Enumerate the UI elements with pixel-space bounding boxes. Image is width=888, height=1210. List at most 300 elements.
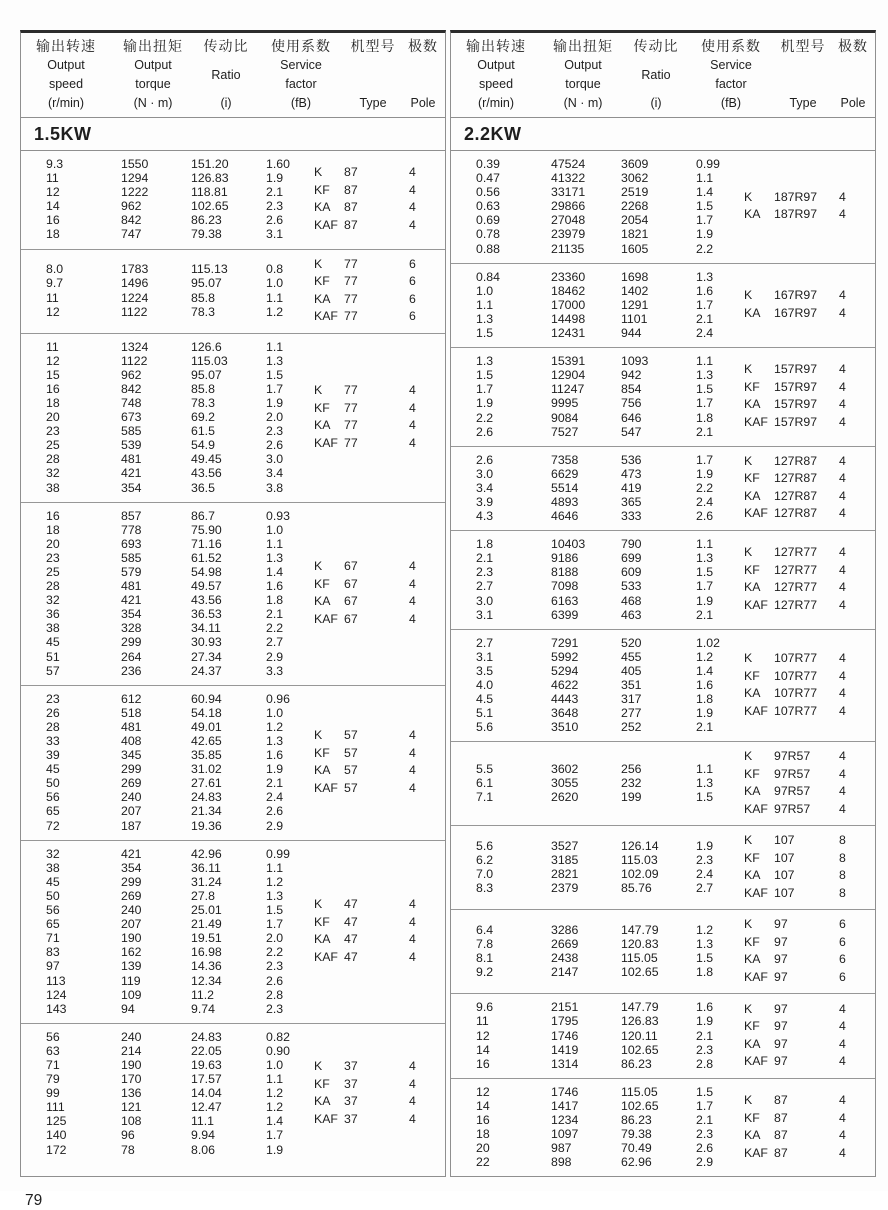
output-torque-value: 1122	[121, 304, 148, 319]
service-factor-value: 1.6	[696, 678, 714, 692]
type-model: 97R57	[774, 766, 811, 781]
type-model: 57	[344, 763, 358, 778]
spec-row	[21, 819, 314, 833]
spec-row	[21, 1030, 314, 1044]
pole-value: 4	[839, 189, 846, 204]
pole-value: 4	[839, 1145, 846, 1160]
ratio-value: 1291	[621, 297, 649, 312]
service-factor-value: 2.4	[266, 790, 284, 805]
output-speed-value: 20	[46, 536, 60, 551]
type-prefix: KA	[744, 1036, 761, 1051]
type-prefix: KF	[744, 934, 760, 949]
service-factor-value: 1.7	[696, 452, 714, 467]
type-prefix: KF	[314, 745, 330, 760]
type-entry	[744, 361, 865, 379]
spec-rows	[21, 1030, 314, 1157]
service-factor-value: 1.2	[266, 874, 284, 889]
pole-value: 4	[409, 611, 416, 626]
spec-block	[451, 629, 875, 742]
type-prefix: KAF	[314, 780, 338, 795]
ratio-value: 2054	[621, 213, 649, 228]
output-speed-value: 56	[46, 1029, 60, 1044]
type-entry	[744, 414, 865, 432]
header-output-speed-zh: 输出转速	[466, 38, 526, 54]
type-model: 187R97	[774, 189, 818, 204]
type-entry	[744, 453, 865, 471]
output-torque-value: 6399	[551, 607, 579, 622]
pole-value: 4	[839, 1093, 846, 1108]
service-factor-value: 2.8	[696, 1056, 714, 1071]
type-entry	[744, 668, 865, 686]
type-entry	[314, 745, 435, 763]
output-speed-value: 32	[46, 593, 60, 608]
service-factor-value: 2.3	[696, 1127, 714, 1142]
spec-rows	[451, 157, 744, 256]
output-torque-value: 162	[121, 945, 142, 960]
spec-block	[21, 333, 445, 502]
pole-value: 4	[839, 506, 846, 521]
output-torque-value: 579	[121, 564, 142, 579]
spec-row	[451, 481, 744, 495]
spec-row	[21, 593, 314, 607]
spec-row	[21, 509, 314, 523]
service-factor-value: 3.8	[266, 480, 284, 495]
type-prefix: KAF	[314, 611, 338, 626]
spec-row	[451, 1029, 744, 1043]
service-factor-value: 1.0	[266, 276, 284, 291]
spec-row	[451, 425, 744, 439]
output-torque-value: 354	[121, 860, 142, 875]
spec-row	[451, 382, 744, 396]
service-factor-value: 1.2	[696, 923, 714, 938]
service-factor-value: 1.7	[696, 579, 714, 594]
output-speed-value: 5.6	[476, 720, 494, 735]
output-speed-value: 0.63	[476, 199, 500, 214]
spec-row	[451, 881, 744, 895]
spec-row	[21, 466, 314, 480]
service-factor-value: 1.2	[266, 1086, 284, 1101]
pole-value: 4	[409, 1111, 416, 1126]
spec-row	[451, 937, 744, 951]
output-torque-value: 96	[121, 1128, 135, 1143]
output-torque-value: 4646	[551, 509, 579, 524]
service-factor-value: 0.99	[696, 157, 720, 171]
output-speed-value: 1.3	[476, 354, 494, 369]
type-prefix: KF	[744, 471, 760, 486]
type-model: 87	[774, 1093, 788, 1108]
ratio-value: 36.11	[191, 860, 221, 875]
service-factor-value: 0.99	[266, 846, 290, 861]
output-speed-value: 124	[46, 987, 67, 1002]
service-factor-value: 1.8	[696, 410, 714, 425]
type-entry	[744, 685, 865, 703]
spec-rows	[21, 509, 314, 678]
output-speed-value: 1.5	[476, 368, 494, 383]
ratio-value: 21.34	[191, 804, 222, 819]
pole-value: 4	[839, 1110, 846, 1125]
service-factor-value: 0.90	[266, 1043, 290, 1058]
spec-row	[21, 664, 314, 678]
output-speed-value: 99	[46, 1086, 60, 1101]
ratio-value: 473	[621, 466, 642, 481]
pole-value: 6	[839, 917, 846, 932]
header-output-speed	[21, 39, 111, 111]
spec-row	[21, 551, 314, 565]
ratio-value: 199	[621, 790, 642, 805]
ratio-value: 102.65	[621, 1098, 659, 1113]
header-ratio-en: Ratio	[211, 67, 241, 82]
spec-row	[451, 411, 744, 425]
spec-row	[451, 650, 744, 664]
output-torque-value: 5992	[551, 649, 579, 664]
pole-value: 8	[839, 833, 846, 848]
header-pole-zh: 极数	[408, 38, 438, 54]
output-speed-value: 4.0	[476, 678, 494, 692]
service-factor-value: 1.3	[696, 368, 714, 383]
spec-row	[451, 608, 744, 622]
output-torque-value: 136	[121, 1086, 142, 1101]
spec-tables	[20, 30, 866, 1177]
header-output-torque-en2: torque	[565, 77, 601, 91]
spec-row	[451, 1099, 744, 1113]
spec-block	[21, 502, 445, 685]
type-model: 67	[344, 576, 358, 591]
output-torque-value: 7098	[551, 579, 579, 594]
type-model: 97R57	[774, 801, 811, 816]
output-speed-value: 1.0	[476, 283, 494, 298]
pole-value: 4	[839, 686, 846, 701]
spec-row	[21, 438, 314, 452]
ratio-value: 19.63	[191, 1057, 222, 1072]
type-prefix: KA	[314, 763, 331, 778]
ratio-value: 333	[621, 509, 642, 524]
spec-row	[21, 291, 314, 305]
type-model: 127R77	[774, 545, 818, 560]
output-torque-value: 299	[121, 635, 142, 650]
service-factor-value: 3.0	[266, 452, 284, 467]
output-torque-value: 11247	[551, 382, 585, 397]
type-entry	[314, 256, 435, 274]
spec-row	[21, 776, 314, 790]
spec-row	[21, 157, 314, 171]
ratio-value: 102.65	[621, 965, 659, 980]
type-prefix: KF	[744, 668, 760, 683]
type-prefix: K	[744, 917, 753, 932]
type-list	[744, 453, 875, 523]
header-ratio-zh: 传动比	[633, 38, 679, 54]
type-model: 37	[344, 1094, 358, 1109]
service-factor-value: 2.2	[696, 480, 714, 495]
type-model: 167R97	[774, 288, 818, 303]
header-output-torque	[541, 39, 625, 111]
spec-row	[21, 692, 314, 706]
type-model: 87	[774, 1110, 788, 1125]
spec-rows	[451, 636, 744, 735]
spec-block	[21, 151, 445, 249]
type-prefix: KF	[744, 850, 760, 865]
ratio-value: 102.65	[191, 199, 229, 214]
type-model: 67	[344, 594, 358, 609]
type-list	[744, 916, 875, 986]
ratio-value: 61.5	[191, 424, 215, 439]
type-list	[744, 361, 875, 431]
service-factor-value: 1.4	[266, 564, 284, 579]
type-model: 77	[344, 291, 358, 306]
spec-row	[451, 636, 744, 650]
type-prefix: KAF	[744, 506, 768, 521]
type-entry	[744, 1001, 865, 1019]
pole-value: 4	[409, 559, 416, 574]
spec-rows	[451, 537, 744, 622]
ratio-value: 86.7	[191, 508, 215, 523]
output-torque-value: 207	[121, 804, 142, 819]
service-factor-value: 2.3	[266, 1001, 284, 1016]
type-entry	[314, 1058, 435, 1076]
type-entry	[744, 579, 865, 597]
service-factor-value: 1.8	[266, 593, 284, 608]
pole-value: 4	[409, 217, 416, 232]
service-factor-value: 1.6	[696, 1000, 714, 1015]
ratio-value: 11.1	[191, 1114, 215, 1129]
service-factor-value: 1.3	[266, 888, 284, 903]
spec-row	[451, 227, 744, 241]
type-entry	[744, 1110, 865, 1128]
spec-row	[451, 213, 744, 227]
type-model: 97	[774, 1054, 788, 1069]
header-type-zh: 机型号	[350, 38, 396, 54]
output-torque-value: 481	[121, 452, 142, 467]
header-type-zh: 机型号	[780, 38, 826, 54]
ratio-value: 1698	[621, 269, 649, 284]
spec-row	[21, 396, 314, 410]
ratio-value: 12.34	[191, 973, 222, 988]
type-list	[314, 896, 445, 966]
spec-row	[21, 523, 314, 537]
service-factor-value: 2.6	[266, 804, 284, 819]
service-factor-value: 2.8	[266, 987, 284, 1002]
type-model: 127R87	[774, 453, 818, 468]
output-speed-value: 2.2	[476, 410, 494, 425]
output-speed-value: 1.1	[476, 297, 494, 312]
service-factor-value: 0.82	[266, 1029, 290, 1044]
pole-value: 4	[409, 435, 416, 450]
type-prefix: KF	[314, 274, 330, 289]
spec-rows	[451, 839, 744, 895]
ratio-value: 2268	[621, 199, 649, 214]
service-factor-value: 1.9	[266, 395, 284, 410]
spec-row	[21, 945, 314, 959]
ratio-value: 54.18	[191, 705, 222, 720]
page-number: 79	[25, 1192, 43, 1210]
type-prefix: K	[744, 288, 753, 303]
spec-rows	[451, 1085, 744, 1170]
spec-rows	[21, 847, 314, 1016]
output-torque-value: 3286	[551, 923, 579, 938]
type-prefix: KA	[744, 952, 761, 967]
output-speed-value: 4.5	[476, 692, 494, 707]
service-factor-value: 1.3	[696, 551, 714, 566]
ratio-value: 49.45	[191, 452, 222, 467]
spec-row	[21, 917, 314, 931]
service-factor-value: 1.4	[696, 663, 714, 678]
output-torque-value: 1496	[121, 276, 149, 291]
service-factor-value: 2.1	[696, 311, 714, 326]
output-torque-value: 121	[121, 1100, 142, 1115]
type-entry	[744, 505, 865, 523]
pole-value: 4	[839, 801, 846, 816]
ratio-value: 35.85	[191, 748, 222, 763]
output-speed-value: 28	[46, 719, 60, 734]
ratio-value: 3062	[621, 171, 649, 186]
ratio-value: 1101	[621, 311, 648, 326]
output-speed-value: 22	[476, 1155, 490, 1170]
type-model: 97	[774, 969, 788, 984]
output-torque-value: 240	[121, 1029, 142, 1044]
output-torque-value: 12431	[551, 326, 586, 341]
output-torque-value: 3185	[551, 853, 579, 868]
type-model: 107	[774, 868, 795, 883]
ratio-value: 19.51	[191, 931, 222, 946]
output-speed-value: 113	[46, 973, 66, 988]
header-type	[345, 39, 401, 111]
output-speed-value: 25	[46, 564, 60, 579]
service-factor-value: 1.4	[696, 185, 714, 200]
header-service-factor-zh: 使用系数	[271, 38, 331, 54]
header-service-factor	[687, 39, 775, 111]
output-torque-value: 12904	[551, 368, 586, 383]
ratio-value: 30.93	[191, 635, 222, 650]
output-torque-value: 421	[121, 466, 142, 481]
ratio-value: 22.05	[191, 1043, 222, 1058]
type-model: 127R77	[774, 580, 818, 595]
spec-row	[21, 1086, 314, 1100]
service-factor-value: 1.0	[266, 705, 284, 720]
type-entry	[744, 1092, 865, 1110]
ratio-value: 85.8	[191, 381, 215, 396]
output-torque-value: 41322	[551, 171, 586, 186]
type-model: 127R87	[774, 471, 818, 486]
output-speed-value: 0.78	[476, 227, 500, 242]
ratio-value: 252	[621, 720, 642, 735]
spec-block	[451, 1078, 875, 1177]
service-factor-value: 1.5	[696, 565, 714, 580]
power-section-title: 2.2KW	[451, 118, 875, 151]
type-entry	[314, 1093, 435, 1111]
type-prefix: K	[314, 897, 323, 912]
output-speed-value: 0.39	[476, 157, 500, 171]
ratio-value: 609	[621, 565, 642, 580]
header-pole	[401, 39, 445, 111]
header-output-speed	[451, 39, 541, 111]
type-prefix: KAF	[744, 703, 768, 718]
spec-row	[451, 579, 744, 593]
service-factor-value: 1.9	[266, 1142, 284, 1157]
header-service-factor-en1: Service	[710, 58, 752, 72]
output-torque-value: 269	[121, 776, 142, 791]
output-torque-value: 109	[121, 987, 142, 1002]
output-speed-value: 7.0	[476, 867, 494, 882]
output-torque-value: 1234	[551, 1113, 579, 1128]
spec-row	[451, 537, 744, 551]
output-speed-value: 45	[46, 874, 60, 889]
pole-value: 4	[839, 362, 846, 377]
output-torque-value: 47524	[551, 157, 586, 171]
output-speed-value: 1.9	[476, 396, 494, 411]
type-entry	[314, 914, 435, 932]
service-factor-value: 2.1	[266, 776, 284, 791]
output-speed-value: 38	[46, 860, 60, 875]
output-speed-value: 11	[46, 290, 59, 305]
output-torque-value: 299	[121, 762, 142, 777]
output-torque-value: 8188	[551, 565, 579, 580]
spec-row	[21, 621, 314, 635]
service-factor-value: 1.3	[696, 269, 714, 284]
output-speed-value: 125	[46, 1114, 67, 1129]
output-speed-value: 2.1	[476, 551, 494, 566]
type-model: 97	[774, 1036, 788, 1051]
output-speed-value: 57	[46, 663, 60, 678]
ratio-value: 455	[621, 649, 642, 664]
output-speed-value: 1.8	[476, 537, 494, 552]
ratio-value: 85.76	[621, 881, 652, 896]
ratio-value: 756	[621, 396, 642, 411]
type-prefix: KF	[744, 379, 760, 394]
output-torque-value: 2151	[551, 1000, 579, 1015]
service-factor-value: 2.6	[696, 509, 714, 524]
spec-row	[21, 368, 314, 382]
spec-row	[21, 262, 314, 276]
ratio-value: 71.16	[191, 536, 222, 551]
ratio-value: 86.23	[621, 1056, 652, 1071]
type-entry	[744, 867, 865, 885]
ratio-value: 3609	[621, 157, 649, 171]
service-factor-value: 1.2	[266, 719, 284, 734]
output-torque-value: 3648	[551, 706, 579, 721]
spec-row	[451, 368, 744, 382]
ratio-value: 36.5	[191, 480, 215, 495]
header-service-factor-en1: Service	[280, 58, 322, 72]
ratio-value: 86.23	[191, 213, 222, 228]
type-prefix: K	[314, 728, 323, 743]
type-model: 67	[344, 559, 358, 574]
type-prefix: KAF	[314, 217, 338, 232]
ratio-value: 468	[621, 593, 642, 608]
spec-row	[21, 790, 314, 804]
spec-row	[21, 607, 314, 621]
type-prefix: KF	[744, 1110, 760, 1125]
output-speed-value: 97	[46, 959, 60, 974]
service-factor-value: 0.93	[266, 508, 290, 523]
type-model: 77	[344, 309, 358, 324]
output-speed-value: 33	[46, 734, 60, 748]
service-factor-value: 2.3	[696, 853, 714, 868]
type-model: 127R87	[774, 488, 818, 503]
type-list	[314, 727, 445, 797]
spec-row	[21, 185, 314, 199]
service-factor-value: 2.6	[266, 438, 284, 453]
type-prefix: K	[314, 383, 323, 398]
type-prefix: KAF	[314, 1111, 338, 1126]
output-torque-value: 2438	[551, 951, 579, 966]
service-factor-value: 1.7	[696, 213, 714, 228]
service-factor-value: 2.6	[266, 973, 284, 988]
service-factor-value: 1.6	[266, 579, 284, 594]
output-torque-value: 585	[121, 550, 142, 565]
spec-row	[451, 467, 744, 481]
spec-row	[451, 720, 744, 734]
ratio-value: 31.24	[191, 874, 222, 889]
header-ratio-en: Ratio	[641, 67, 671, 82]
